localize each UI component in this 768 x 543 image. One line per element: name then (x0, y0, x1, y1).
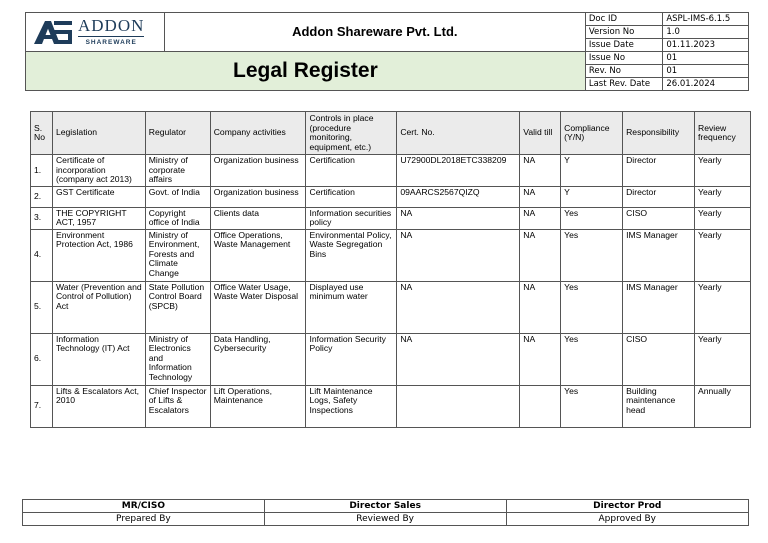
cell-responsibility: CISO (623, 207, 695, 229)
cell-cert-no (397, 385, 520, 427)
meta-value: 01 (663, 65, 749, 78)
cell-controls: Information Security Policy (306, 333, 397, 385)
cell-compliance: Y (561, 186, 623, 207)
cell-activities: Office Water Usage, Waste Water Disposal (210, 281, 306, 333)
column-header: Responsibility (623, 112, 695, 155)
cell-sno: 5. (31, 281, 53, 333)
cell-compliance: Yes (561, 385, 623, 427)
cell-regulator: Ministry of Electronics and Information Technology (145, 333, 210, 385)
cell-cert-no: 09AARCS2567QIZQ (397, 186, 520, 207)
column-header: Valid till (520, 112, 561, 155)
cell-valid-till: NA (520, 281, 561, 333)
cell-cert-no: NA (397, 281, 520, 333)
cell-valid-till: NA (520, 186, 561, 207)
cell-legislation: Lifts & Escalators Act, 2010 (52, 385, 145, 427)
column-header: Legislation (52, 112, 145, 155)
cell-frequency: Yearly (695, 186, 751, 207)
table-row (31, 229, 751, 281)
cell-sno: 2. (31, 186, 53, 207)
cell-legislation: Certificate of incorporation (company act 2013) (52, 155, 145, 187)
cell-regulator: Govt. of India (145, 186, 210, 207)
cell-cert-no: NA (397, 333, 520, 385)
prepared-by-name: MR/CISO (23, 500, 265, 513)
addon-logo-icon (32, 18, 74, 46)
cell-valid-till: NA (520, 229, 561, 281)
approved-by-name: Director Prod (506, 500, 749, 513)
cell-controls: Information securities policy (306, 207, 397, 229)
cell-activities: Clients data (210, 207, 306, 229)
cell-activities: Lift Operations, Maintenance (210, 385, 306, 427)
cell-cert-no: NA (397, 207, 520, 229)
signature-names-row (23, 500, 749, 513)
prepared-by-label: Prepared By (23, 513, 265, 526)
table-row (31, 385, 751, 427)
signature-roles-row (23, 513, 749, 526)
cell-sno: 4. (31, 229, 53, 281)
cell-responsibility: Director (623, 155, 695, 187)
cell-compliance: Yes (561, 281, 623, 333)
meta-value: 1.0 (663, 26, 749, 39)
meta-value: 01.11.2023 (663, 39, 749, 52)
cell-sno: 1. (31, 155, 53, 187)
cell-valid-till (520, 385, 561, 427)
meta-label: Doc ID (585, 13, 663, 26)
column-header: S. No (31, 112, 53, 155)
logo-name: ADDON (78, 15, 145, 35)
cell-compliance: Yes (561, 333, 623, 385)
cell-regulator: Chief Inspector of Lifts & Escalators (145, 385, 210, 427)
cell-controls: Certification (306, 155, 397, 187)
meta-label: Issue No (585, 52, 663, 65)
cell-responsibility: IMS Manager (623, 281, 695, 333)
cell-activities: Organization business (210, 186, 306, 207)
cell-responsibility: Building maintenance head (623, 385, 695, 427)
table-row (31, 155, 751, 187)
cell-regulator: Ministry of corporate affairs (145, 155, 210, 187)
reviewed-by-name: Director Sales (264, 500, 506, 513)
cell-legislation: Information Technology (IT) Act (52, 333, 145, 385)
cell-compliance: Y (561, 155, 623, 187)
table-row (31, 207, 751, 229)
cell-compliance: Yes (561, 229, 623, 281)
column-header: Compliance (Y/N) (561, 112, 623, 155)
document-header (25, 12, 749, 91)
cell-sno: 3. (31, 207, 53, 229)
cell-valid-till: NA (520, 207, 561, 229)
cell-controls: Environmental Policy, Waste Segregation Bins (306, 229, 397, 281)
cell-controls: Displayed use minimum water (306, 281, 397, 333)
column-header: Company activities (210, 112, 306, 155)
cell-frequency: Annually (695, 385, 751, 427)
meta-label: Rev. No (585, 65, 663, 78)
logo-cell (26, 13, 165, 52)
company-logo (26, 17, 164, 48)
meta-value: 01 (663, 52, 749, 65)
cell-frequency: Yearly (695, 229, 751, 281)
cell-cert-no: U72900DL2018ETC338209 (397, 155, 520, 187)
table-row (31, 333, 751, 385)
logo-subtitle: SHAREWARE (78, 36, 144, 48)
column-header: Controls in place (procedure monitoring, equipment, etc.) (306, 112, 397, 155)
cell-valid-till: NA (520, 155, 561, 187)
cell-legislation: GST Certificate (52, 186, 145, 207)
cell-responsibility: IMS Manager (623, 229, 695, 281)
cell-regulator: Ministry of Environment, Forests and Climate Change (145, 229, 210, 281)
cell-activities: Organization business (210, 155, 306, 187)
cell-legislation: Water (Prevention and Control of Pollution) Act (52, 281, 145, 333)
legal-register-table (30, 111, 751, 428)
cell-valid-till: NA (520, 333, 561, 385)
meta-label: Version No (585, 26, 663, 39)
cell-compliance: Yes (561, 207, 623, 229)
cell-controls: Lift Maintenance Logs, Safety Inspections (306, 385, 397, 427)
reviewed-by-label: Reviewed By (264, 513, 506, 526)
meta-value: 26.01.2024 (663, 78, 749, 91)
cell-controls: Certification (306, 186, 397, 207)
cell-cert-no: NA (397, 229, 520, 281)
cell-sno: 6. (31, 333, 53, 385)
table-row (31, 281, 751, 333)
column-header: Cert. No. (397, 112, 520, 155)
cell-frequency: Yearly (695, 155, 751, 187)
document-title: Legal Register (26, 52, 586, 91)
cell-legislation: Environment Protection Act, 1986 (52, 229, 145, 281)
cell-responsibility: Director (623, 186, 695, 207)
cell-activities: Data Handling, Cybersecurity (210, 333, 306, 385)
cell-frequency: Yearly (695, 281, 751, 333)
cell-frequency: Yearly (695, 333, 751, 385)
cell-regulator: Copyright office of India (145, 207, 210, 229)
meta-label: Issue Date (585, 39, 663, 52)
column-header: Review frequency (695, 112, 751, 155)
company-name: Addon Shareware Pvt. Ltd. (164, 13, 585, 52)
meta-label: Last Rev. Date (585, 78, 663, 91)
table-header-row (31, 112, 751, 155)
meta-value: ASPL-IMS-6.1.5 (663, 13, 749, 26)
approved-by-label: Approved By (506, 513, 749, 526)
cell-responsibility: CISO (623, 333, 695, 385)
cell-frequency: Yearly (695, 207, 751, 229)
table-row (31, 186, 751, 207)
column-header: Regulator (145, 112, 210, 155)
cell-activities: Office Operations, Waste Management (210, 229, 306, 281)
signature-table (22, 499, 749, 526)
cell-legislation: THE COPYRIGHT ACT, 1957 (52, 207, 145, 229)
cell-regulator: State Pollution Control Board (SPCB) (145, 281, 210, 333)
cell-sno: 7. (31, 385, 53, 427)
